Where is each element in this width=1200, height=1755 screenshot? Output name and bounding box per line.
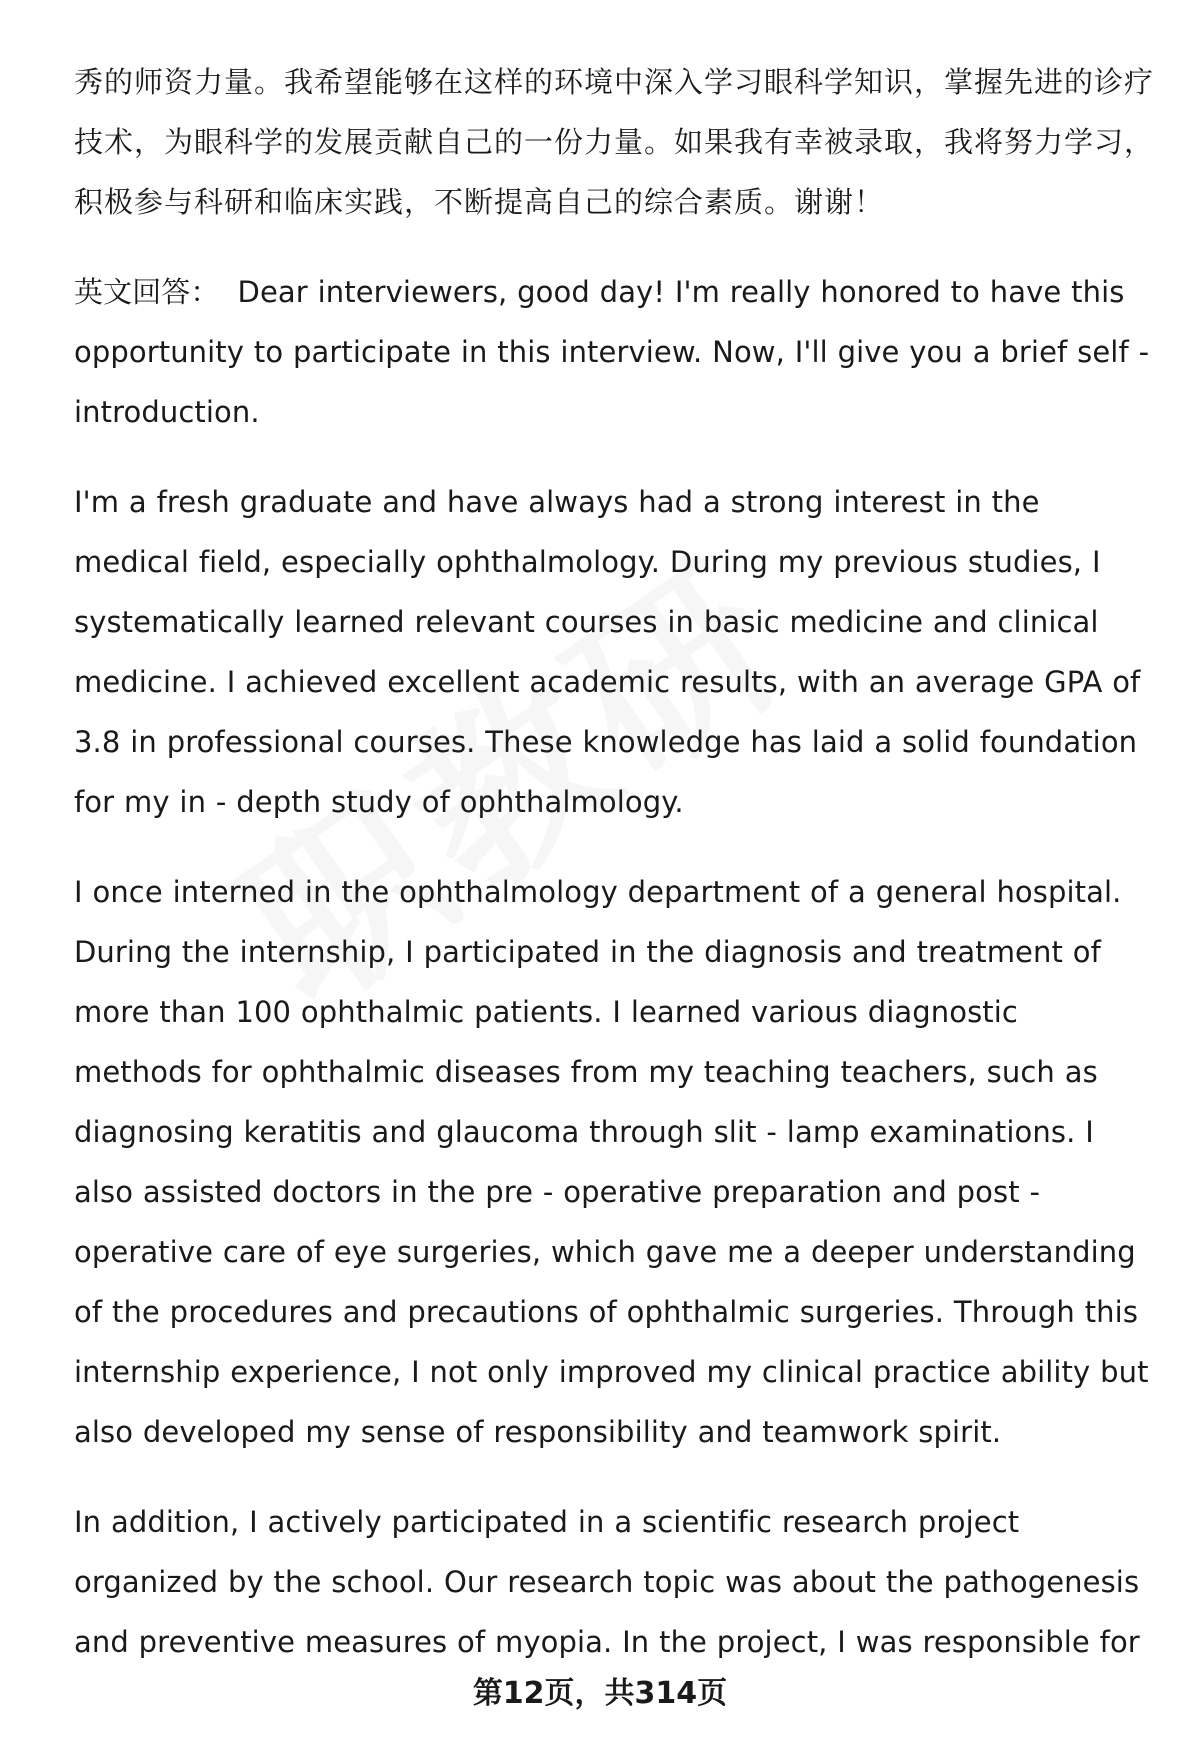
english-intro-text: Dear interviewers, good day! I'm really honored to have this opportunity to participate in this interview. Now, I'll give you a brief self - introduction. <box>74 275 1150 429</box>
paragraph-internship: I once interned in the ophthalmology department of a general hospital. During the internship, I participated in the diagnosis and treatment of more than 100 ophthalmic patients. I learned various diagnostic methods for ophthalmic diseases from my teaching teachers, such as diagnosing keratitis and glaucoma through slit - lamp examinations. I also assisted doctors in the pre - operative preparation and post - operative care of eye surgeries, which gave me a deeper understanding of the procedures and precautions of ophthalmic surgeries. Through this internship experience, I not only improved my clinical practice ability but also developed my sense of responsibility and teamwork spirit. <box>74 875 1149 1449</box>
paragraph-education: I'm a fresh graduate and have always had a strong interest in the medical field, especially ophthalmology. During my previous studies, I systematically learned relevant courses in basic medicine and clinical medicine. I achieved excellent academic results, with an average GPA of 3.8 in professional courses. These knowledge has laid a solid foundation for my in - depth study of ophthalmology. <box>74 485 1141 819</box>
document-body <box>74 52 1154 1702</box>
paragraph-chinese-closing: 秀的师资力量。我希望能够在这样的环境中深入学习眼科学知识，掌握先进的诊疗技术，为眼科学的发展贡献自己的一份力量。如果我有幸被录取，我将努力学习，积极参与科研和临床实践，不断提高自己的综合素质。谢谢！ <box>74 65 1155 219</box>
english-answer-label: 英文回答： <box>74 275 220 309</box>
paragraph-research: In addition, I actively participated in a scientific research project organized by the school. Our research topic was about the pathogenesis and preventive measures of myopia. In the project, I was responsible for <box>74 1505 1140 1659</box>
paragraph-english-intro <box>74 262 1154 442</box>
page-number: 第12页，共314页 <box>472 1676 728 1711</box>
